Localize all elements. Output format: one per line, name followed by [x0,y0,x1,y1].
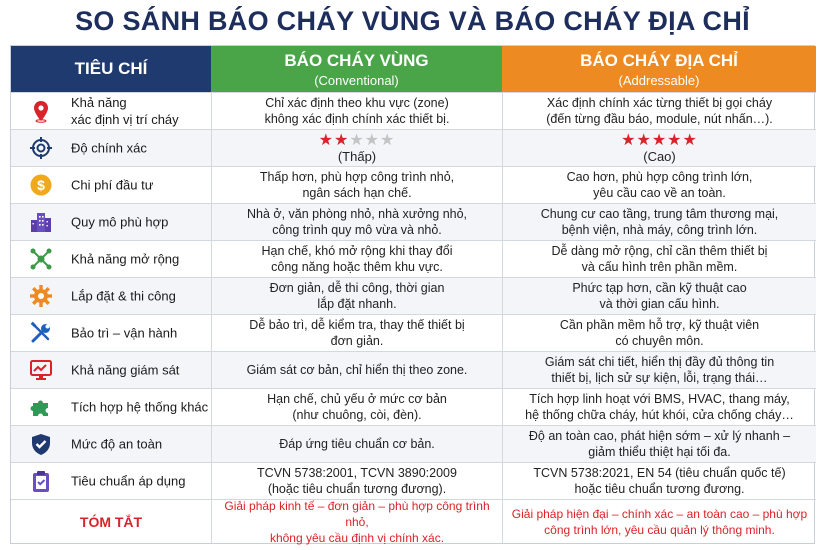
puzzle-icon [29,395,53,419]
map-pin-icon [29,99,53,123]
monitor-chart-icon [29,358,53,382]
addressable-text: Xác định chính xác từng thiết bị gọi cháy (đến từng đầu báo, module, nút nhấn…). [546,96,773,126]
star-filled-icon: ★ [667,132,683,149]
table-row [11,277,816,314]
conventional-summary-cell [211,500,502,543]
addressable-cell [502,204,816,240]
conventional-column-header [211,46,502,92]
svg-text:$: $ [37,177,45,193]
addressable-text: Tích hợp linh hoạt với BMS, HVAC, thang máy, hệ thống chữa cháy, hút khói, cửa chống cháy… [525,392,794,422]
star-filled-icon: ★ [333,132,350,149]
comparison-table [10,45,815,544]
criteria-label: Độ chính xác [71,140,147,156]
table-row [11,351,816,388]
criteria-cell [11,204,211,240]
criteria-label: Bảo trì – vận hành [71,325,178,341]
conventional-cell [211,352,502,388]
criteria-label: Chi phí đầu tư [71,177,154,193]
addressable-cell [502,93,816,129]
criteria-label: Tiêu chuẩn áp dụng [71,473,186,489]
conventional-text: Dễ bảo trì, dễ kiểm tra, thay thế thiết bị đơn giản. [249,318,465,348]
addressable-rating-stars [621,132,698,149]
table-row [11,388,816,425]
addressable-text: Giám sát chi tiết, hiển thị đầy đủ thông tin thiết bị, lịch sử sự kiện, lỗi, trạng thái… [544,355,775,385]
addressable-header-title: BÁO CHÁY ĐỊA CHỈ [580,51,738,70]
conventional-text: TCVN 5738:2001, TCVN 3890:2009 (hoặc tiêu chuẩn tương đương). [257,466,457,496]
criteria-cell [11,241,211,277]
table-row [11,425,816,462]
table-row [11,314,816,351]
target-icon [29,136,53,160]
page-title: SO SÁNH BÁO CHÁY VÙNG VÀ BÁO CHÁY ĐỊA CHỈ [75,6,750,36]
addressable-cell [502,389,816,425]
conventional-cell [211,426,502,462]
network-icon [29,247,53,271]
criteria-label: Lắp đặt & thi công [71,288,176,304]
star-filled-icon: ★ [621,132,637,149]
gear-icon [29,284,53,308]
addressable-summary-text: Giải pháp hiện đại – chính xác – an toàn cao – phù hợp công trình lớn, yêu cầu quản lý thông minh. [511,506,808,537]
conventional-text: Hạn chế, khó mở rộng khi thay đổi công năng hoặc thêm khu vực. [261,244,453,274]
addressable-column-header [502,46,816,92]
dollar-coin-icon [29,173,53,197]
conventional-cell [211,204,502,240]
conventional-text: Hạn chế, chủ yếu ở mức cơ bản (như chuông, còi, đèn). [267,392,447,422]
criteria-cell [11,130,211,166]
table-row [11,129,816,166]
addressable-cell [502,315,816,351]
conventional-rating-stars [319,132,396,149]
star-empty-icon: ★ [380,132,396,149]
criteria-cell [11,426,211,462]
conventional-cell [211,463,502,499]
conventional-rating-label: (Thấp) [337,149,377,164]
criteria-cell [11,463,211,499]
star-empty-icon: ★ [364,132,381,149]
conventional-cell [211,167,502,203]
star-filled-icon: ★ [636,132,652,149]
wrench-screwdriver-icon [29,321,53,345]
addressable-text: TCVN 5738:2021, EN 54 (tiêu chuẩn quốc tế) hoặc tiêu chuẩn tương đương. [533,466,786,496]
conventional-text: Nhà ở, văn phòng nhỏ, nhà xưởng nhỏ, công trình quy mô vừa và nhỏ. [246,207,468,237]
criteria-label: Quy mô phù hợp [71,214,169,230]
addressable-text: Cao hơn, phù hợp công trình lớn, yêu cầu cao về an toàn. [566,170,753,200]
conventional-text: Thấp hơn, phù hợp công trình nhỏ, ngân sách hạn chế. [259,170,455,200]
summary-row [11,499,816,543]
conventional-cell [211,389,502,425]
table-row [11,240,816,277]
table-row [11,166,816,203]
criteria-label: Khả năng xác định vị trí cháy [71,95,179,127]
conventional-text: Đơn giản, dễ thi công, thời gian lắp đặt nhanh. [269,281,445,311]
conventional-header-title: BÁO CHÁY VÙNG [284,51,429,70]
addressable-cell [502,463,816,499]
criteria-label: Khả năng giám sát [71,362,180,378]
conventional-text: Chỉ xác định theo khu vực (zone) không xác định chính xác thiết bị. [264,96,450,126]
addressable-text: Phức tạp hơn, cần kỹ thuật cao và thời gian cấu hình. [572,281,747,311]
criteria-label: Tích hợp hệ thống khác [71,399,209,415]
criteria-cell [11,389,211,425]
addressable-cell [502,278,816,314]
addressable-text: Chung cư cao tầng, trung tâm thương mại, bệnh viện, nhà máy, công trình lớn. [540,207,779,237]
criteria-label: Mức độ an toàn [71,436,163,452]
conventional-rating [319,132,396,164]
criteria-cell [11,352,211,388]
conventional-cell [211,130,502,166]
conventional-header-subtitle: (Conventional) [314,73,399,88]
star-filled-icon: ★ [651,132,668,149]
criteria-cell [11,167,211,203]
conventional-text: Đáp ứng tiêu chuẩn cơ bản. [279,437,435,451]
addressable-text: Dễ dàng mở rộng, chỉ cần thêm thiết bị và cấu hình trên phần mềm. [551,244,768,274]
addressable-text: Cần phần mềm hỗ trợ, kỹ thuật viên có chuyên môn. [559,318,760,348]
conventional-cell [211,241,502,277]
criteria-label: Khả năng mở rộng [71,251,180,267]
addressable-cell [502,426,816,462]
addressable-cell [502,167,816,203]
buildings-icon [29,210,53,234]
criteria-cell [11,93,211,129]
criteria-cell [11,315,211,351]
clipboard-check-icon [29,469,53,493]
addressable-header-subtitle: (Addressable) [618,73,700,88]
criteria-column-header [11,46,211,92]
conventional-cell [211,93,502,129]
conventional-cell [211,278,502,314]
star-filled-icon: ★ [318,132,334,149]
star-empty-icon: ★ [349,132,365,149]
addressable-rating [621,132,698,164]
summary-label: TÓM TẮT [79,513,143,530]
addressable-cell [502,130,816,166]
shield-check-icon [29,432,53,456]
table-row [11,92,816,129]
conventional-summary-text: Giải pháp kinh tế – đơn giản – phù hợp công trình nhỏ, không yêu cầu định vị chính xác. [224,498,490,545]
addressable-summary-cell [502,500,816,543]
star-filled-icon: ★ [682,132,698,149]
criteria-header-label: TIÊU CHÍ [74,59,148,78]
addressable-cell [502,241,816,277]
criteria-cell [11,278,211,314]
addressable-text: Độ an toàn cao, phát hiện sớm – xử lý nhanh – giảm thiểu thiệt hại tối đa. [528,429,791,459]
conventional-text: Giám sát cơ bản, chỉ hiển thị theo zone. [246,363,468,377]
addressable-cell [502,352,816,388]
table-row [11,203,816,240]
conventional-cell [211,315,502,351]
table-row [11,462,816,499]
addressable-rating-label: (Cao) [643,149,676,164]
